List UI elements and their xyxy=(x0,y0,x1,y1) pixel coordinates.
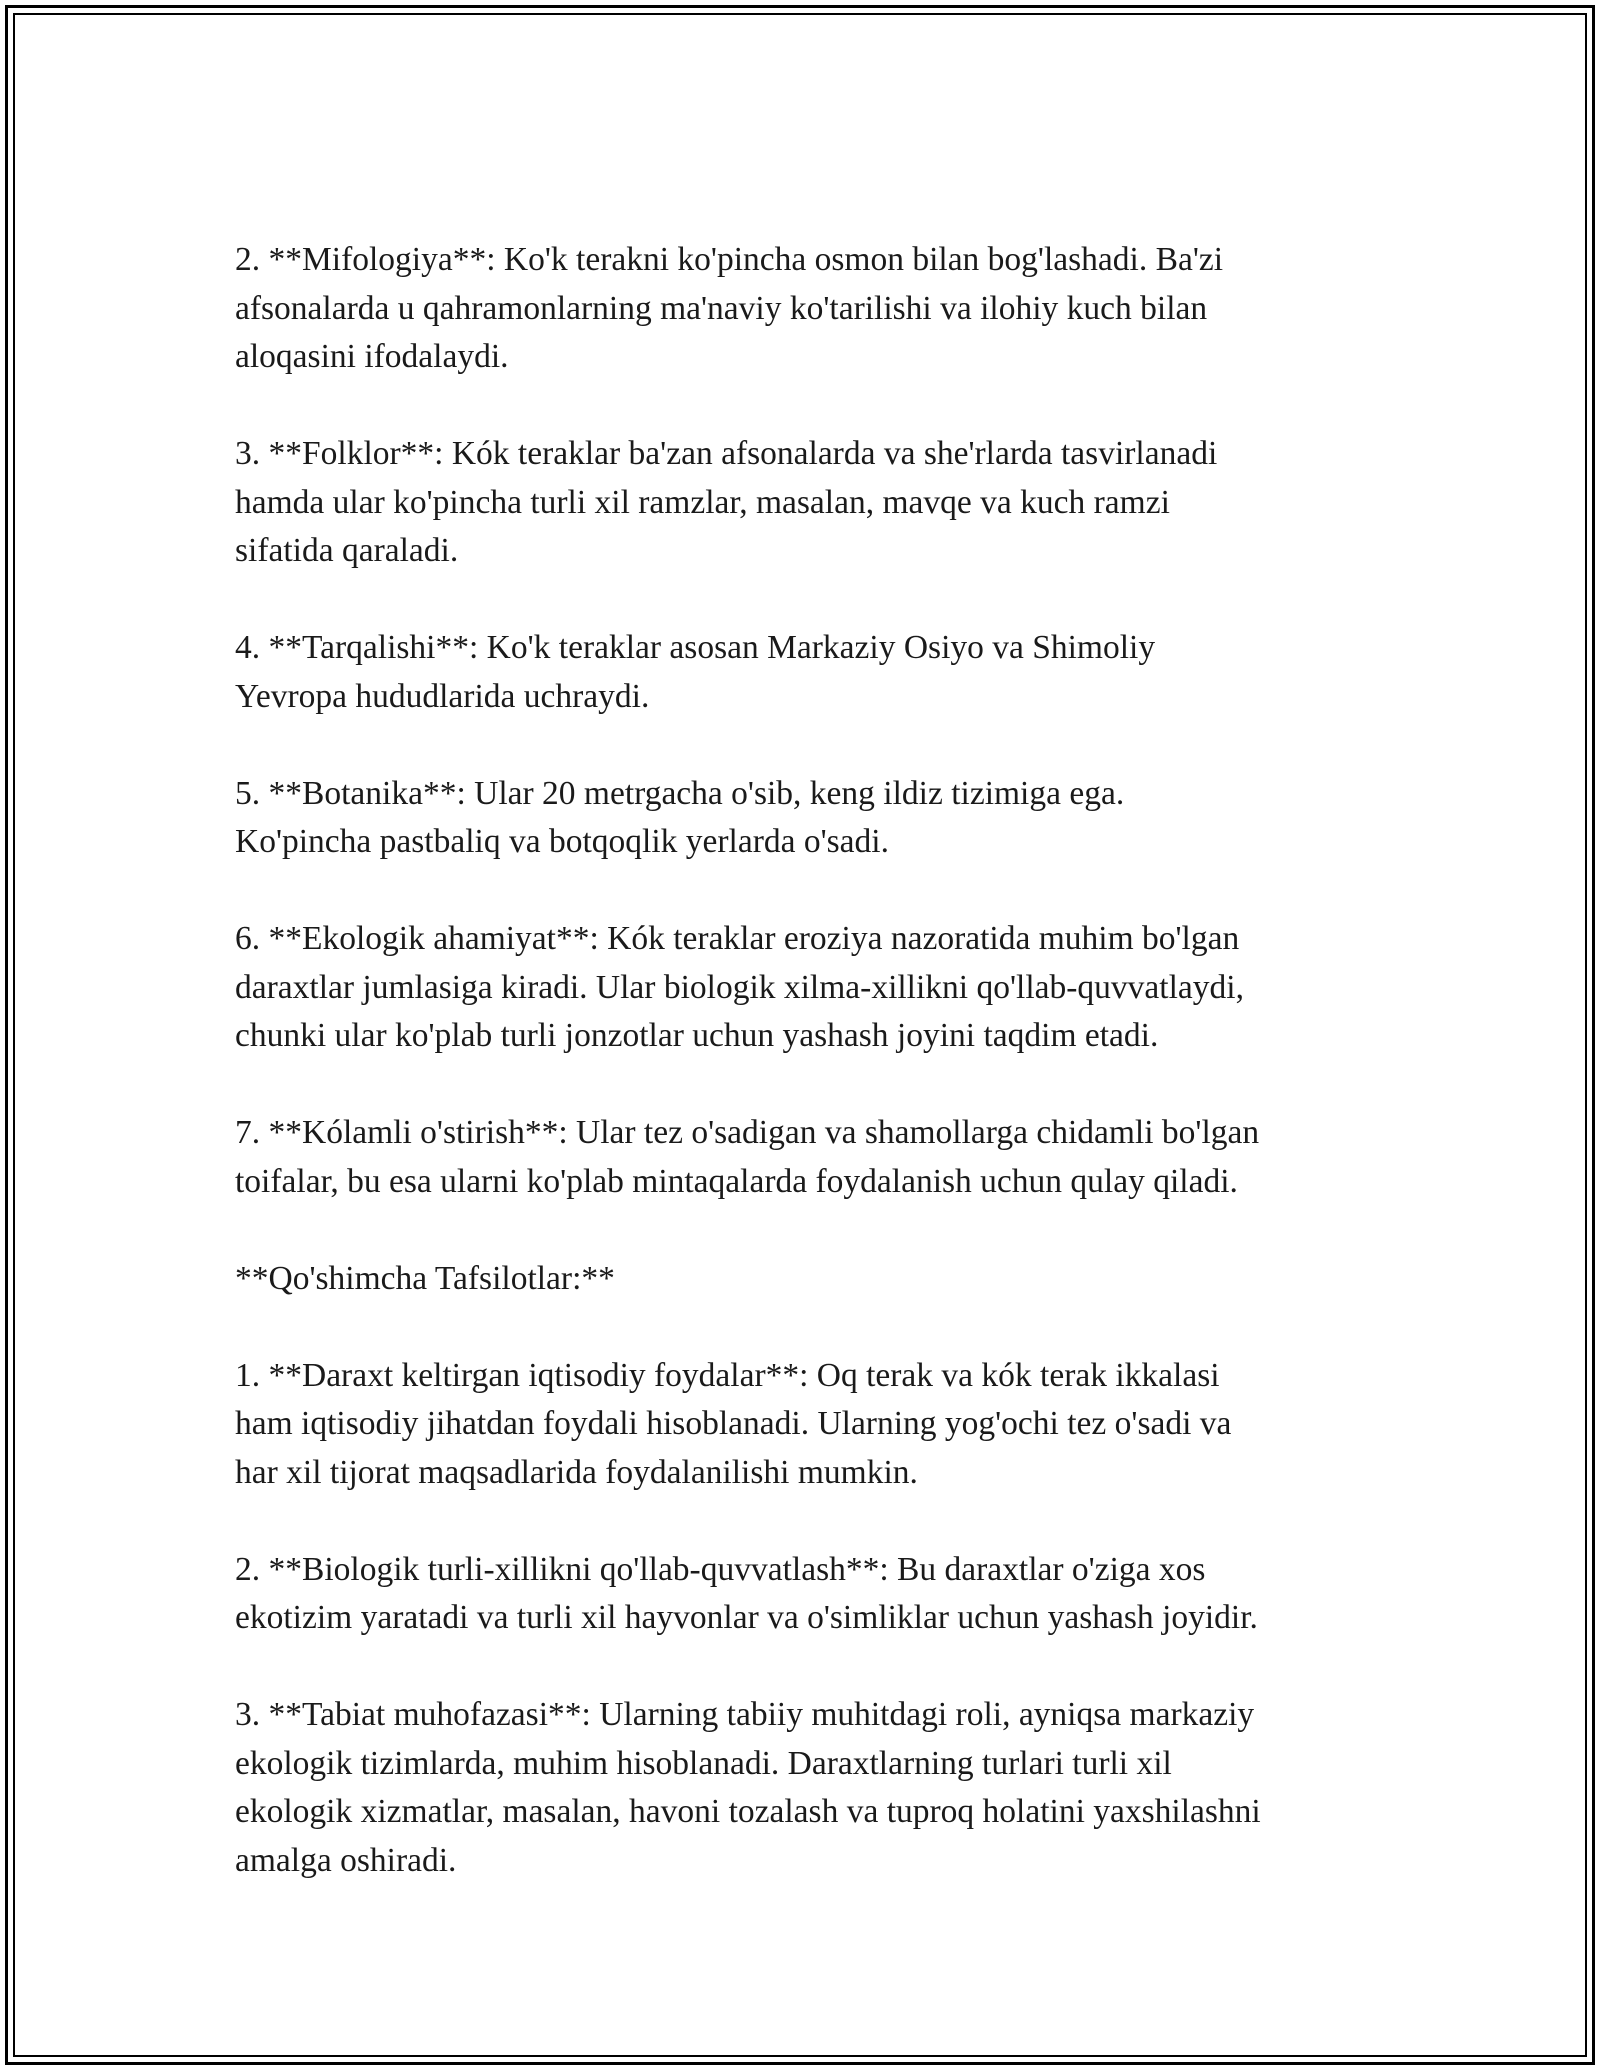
paragraph-kolamli-ostirish: 7. **Kólamli o'stirish**: Ular tez o'sadigan va shamollarga chidamli bo'lgan toifalar, bu esa ularni ko'plab mintaqalarda foydalanish uchun qulay qiladi. xyxy=(235,1114,1260,1200)
paragraph-mifologiya: 2. **Mifologiya**: Ko'k terakni ko'pincha osmon bilan bog'lashadi. Ba'zi afsonalarda u qahramonlarning ma'naviy ko'tarilishi va ilohiy kuch bilan aloqasini ifodalaydi. xyxy=(235,241,1224,375)
document-body xyxy=(235,236,1375,1885)
paragraph-tarqalishi: 4. **Tarqalishi**: Ko'k teraklar asosan Markaziy Osiyo va Shimoliy Yevropa hududlarida uchraydi. xyxy=(235,629,1156,715)
paragraph-biologik-turli-xillik: 2. **Biologik turli-xillikni qo'llab-quvvatlash**: Bu daraxtlar o'ziga xos ekotizim yaratadi va turli xil hayvonlar va o'simliklar uchun yashash joyidir. xyxy=(235,1550,1258,1636)
paragraph-iqtisodiy-foydalar: 1. **Daraxt keltirgan iqtisodiy foydalar**: Oq terak va kók terak ikkalasi ham iqtisodiy jihatdan foydali hisoblanadi. Ularning yog'ochi tez o'sadi va har xil tijorat maqsadlarida foydalanilishi mumkin. xyxy=(235,1356,1232,1491)
paragraph-botanika: 5. **Botanika**: Ular 20 metrgacha o'sib, keng ildiz tizimiga ega. Ko'pincha pastbaliq va botqoqlik yerlarda o'sadi. xyxy=(235,774,1125,860)
paragraph-ekologik-ahamiyat: 6. **Ekologik ahamiyat**: Kók teraklar eroziya nazoratida muhim bo'lgan daraxtlar jumlasiga kiradi. Ular biologik xilma-xillikni qo'llab-quvvatlaydi, chunki ular ko'plab turli jonzotlar uchun yashash joyini taqdim etadi. xyxy=(235,920,1244,1054)
section-heading-qoshimcha-tafsilotlar: **Qo'shimcha Tafsilotlar:** xyxy=(235,1259,615,1297)
paragraph-folklor: 3. **Folklor**: Kók teraklar ba'zan afsonalarda va she'rlarda tasvirlanadi hamda ular ko'pincha turli xil ramzlar, masalan, mavqe va kuch ramzi sifatida qaraladi. xyxy=(235,435,1218,569)
paragraph-tabiat-muhofazasi: 3. **Tabiat muhofazasi**: Ularning tabiiy muhitdagi roli, ayniqsa markaziy ekologik tizimlarda, muhim hisoblanadi. Daraxtlarning turlari turli xil ekologik xizmatlar, masalan, havoni tozalash va tuproq holatini yaxshilashni amalga oshiradi. xyxy=(235,1696,1261,1879)
